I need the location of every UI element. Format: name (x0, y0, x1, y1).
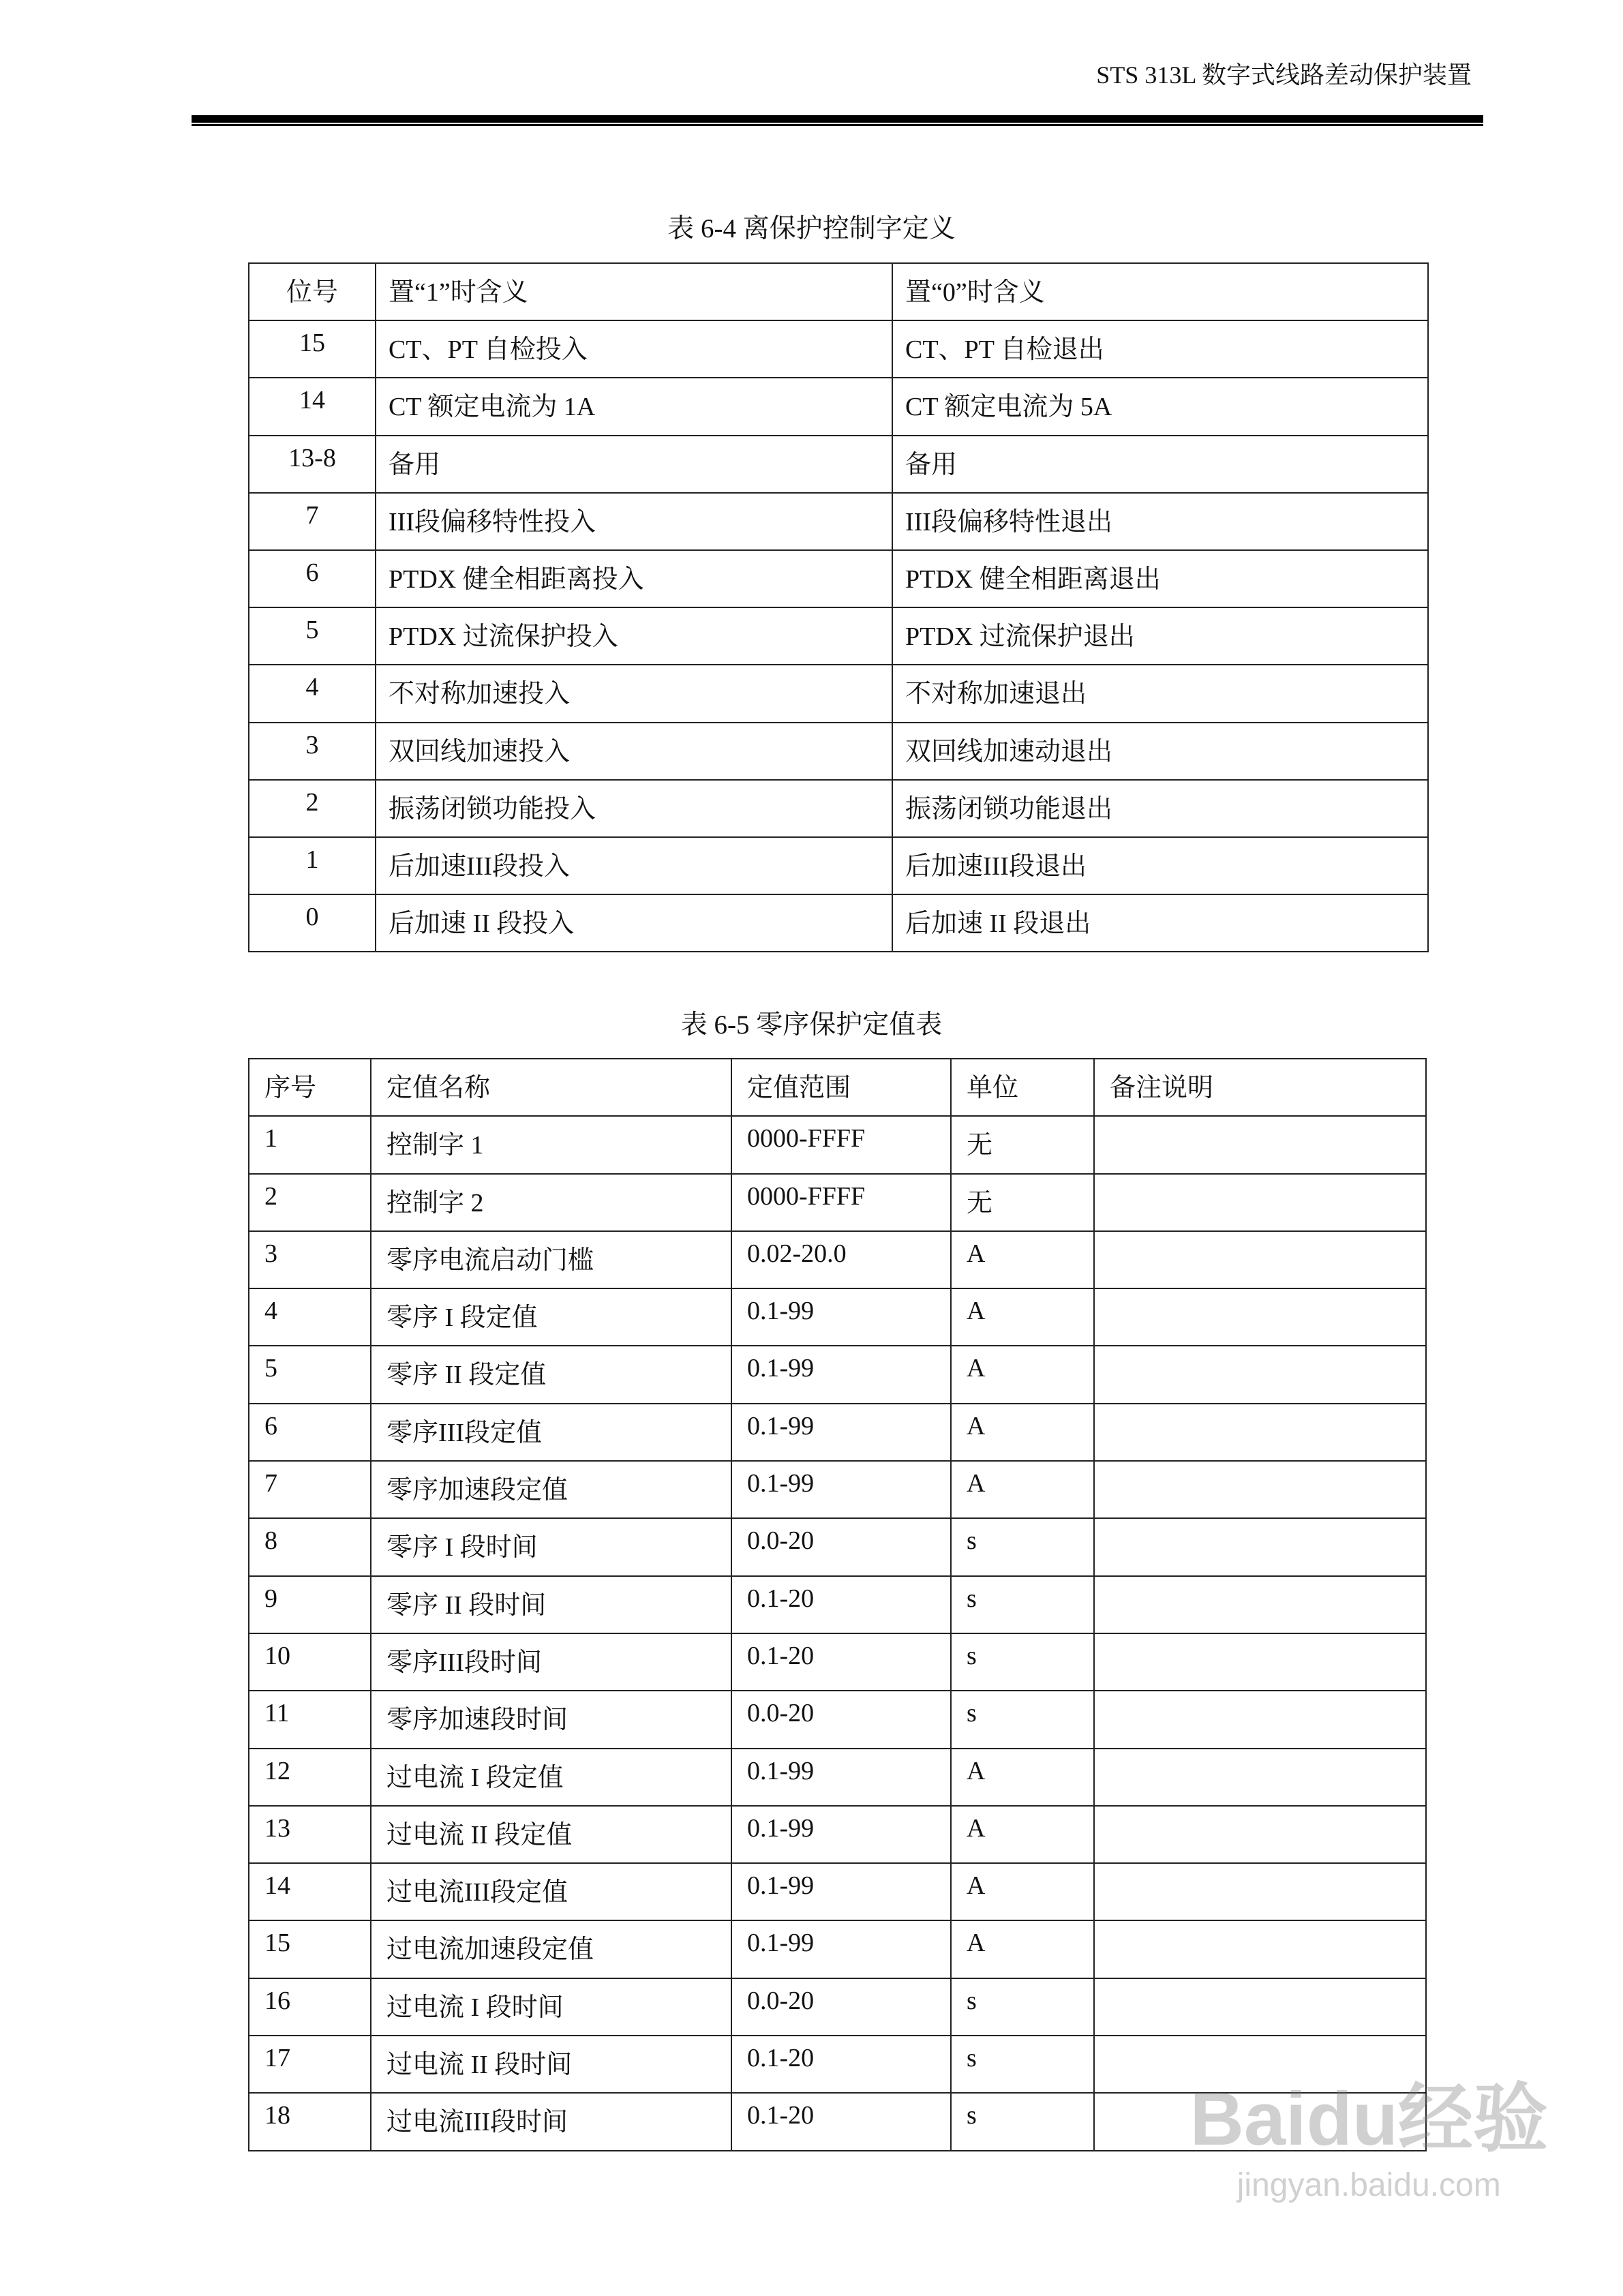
table-row (249, 1461, 1426, 1518)
table-row-cell (1094, 1518, 1426, 1575)
table-row-cell: 1 (249, 837, 376, 894)
table-row (249, 1691, 1426, 1748)
table-row-cell: 2 (249, 1174, 371, 1231)
table-row-cell: A (951, 1404, 1094, 1461)
table-row-cell: 2 (249, 780, 376, 837)
table-row-cell: s (951, 1633, 1094, 1691)
table-row-cell: 7 (249, 493, 376, 550)
table-row-cell: 过电流加速段定值 (371, 1920, 731, 1978)
table-row-cell: 双回线加速投入 (376, 723, 892, 780)
table-row-cell: A (951, 1749, 1094, 1806)
table-row-cell: 11 (249, 1691, 371, 1748)
table-row-cell: 零序 I 段时间 (371, 1518, 731, 1575)
table-row-cell: 0.1-99 (731, 1288, 951, 1346)
table-row-cell (1094, 1749, 1426, 1806)
table-row-cell: 18 (249, 2093, 371, 2150)
table-row-cell: 零序电流启动门槛 (371, 1231, 731, 1288)
table-row-cell: 0.1-20 (731, 1633, 951, 1691)
table-row-cell (1094, 1806, 1426, 1863)
table-header-row (249, 1059, 1426, 1116)
table-header-row-cell: 定值范围 (731, 1059, 951, 1116)
table-row-cell: 0.1-99 (731, 1461, 951, 1518)
table-row-cell: 8 (249, 1518, 371, 1575)
table-row-cell (1094, 1978, 1426, 2036)
header-rule-thin (192, 124, 1483, 126)
table-row-cell: A (951, 1863, 1094, 1920)
table-row-cell: 后加速III段退出 (892, 837, 1428, 894)
table-header-row-cell: 置“1”时含义 (376, 263, 892, 320)
table-row (249, 1920, 1426, 1978)
table-row-cell: 6 (249, 1404, 371, 1461)
table-row (249, 1806, 1426, 1863)
table-row-cell: 0.0-20 (731, 1518, 951, 1575)
table-row-cell: 0.0-20 (731, 1691, 951, 1748)
table-row-cell: 3 (249, 723, 376, 780)
table-row-cell (1094, 1576, 1426, 1633)
table-row-cell: 过电流III段定值 (371, 1863, 731, 1920)
table-row-cell: 备用 (892, 436, 1428, 493)
table-row-cell: 0.1-99 (731, 1404, 951, 1461)
table-row-cell: 10 (249, 1633, 371, 1691)
watermark-brand: Baidu经验 (1189, 2077, 1548, 2161)
table-row-cell: 15 (249, 1920, 371, 1978)
table-row-cell: 0.1-99 (731, 1346, 951, 1403)
table-row (249, 550, 1428, 607)
table-row-cell: 17 (249, 2036, 371, 2093)
table-row-cell: A (951, 1920, 1094, 1978)
table-row-cell: CT 额定电流为 5A (892, 378, 1428, 435)
table-row (249, 378, 1428, 435)
table-row-cell (1094, 1691, 1426, 1748)
table-row-cell: 后加速 II 段退出 (892, 894, 1428, 952)
table-row-cell: 0000-FFFF (731, 1174, 951, 1231)
table-header-row-cell: 位号 (249, 263, 376, 320)
table-row (249, 1174, 1426, 1231)
table-row-cell: 14 (249, 378, 376, 435)
table-row-cell: PTDX 过流保护退出 (892, 607, 1428, 665)
table-row-cell: PTDX 过流保护投入 (376, 607, 892, 665)
table-row-cell: s (951, 1518, 1094, 1575)
table-row-cell: 1 (249, 1116, 371, 1173)
table-row-cell: s (951, 1576, 1094, 1633)
table-row-cell: 不对称加速退出 (892, 665, 1428, 722)
table-row-cell: 16 (249, 1978, 371, 2036)
table-row-cell: 零序III段定值 (371, 1404, 731, 1461)
table-row-cell: 零序加速段定值 (371, 1461, 731, 1518)
table-row-cell: PTDX 健全相距离退出 (892, 550, 1428, 607)
table-row-cell (1094, 1116, 1426, 1173)
table-row (249, 436, 1428, 493)
watermark-url: jingyan.baidu.com (1237, 2167, 1501, 2203)
table-row-cell: s (951, 1691, 1094, 1748)
table-row-cell: 14 (249, 1863, 371, 1920)
table-header-row-cell: 置“0”时含义 (892, 263, 1428, 320)
table-row-cell: 3 (249, 1231, 371, 1288)
table-row-cell (1094, 1346, 1426, 1403)
table-row-cell: 15 (249, 320, 376, 378)
table-row-cell: A (951, 1231, 1094, 1288)
table-row-cell: 5 (249, 607, 376, 665)
table-row-cell: CT 额定电流为 1A (376, 378, 892, 435)
table-header-row (249, 263, 1428, 320)
table-row-cell: A (951, 1346, 1094, 1403)
table-row (249, 1404, 1426, 1461)
control-word-table (248, 262, 1429, 952)
table-row-cell: 控制字 2 (371, 1174, 731, 1231)
table-row (249, 1346, 1426, 1403)
table-row-cell: 6 (249, 550, 376, 607)
table-header-row-cell: 定值名称 (371, 1059, 731, 1116)
header-rule-thick (192, 115, 1483, 123)
table-row-cell: 0.1-20 (731, 2093, 951, 2150)
table-row-cell: A (951, 1461, 1094, 1518)
table-row (249, 1633, 1426, 1691)
table-row-cell: 振荡闭锁功能退出 (892, 780, 1428, 837)
table-row-cell: 后加速 II 段投入 (376, 894, 892, 952)
table-row-cell: 0 (249, 894, 376, 952)
table-row (249, 1978, 1426, 2036)
table-row-cell (1094, 1920, 1426, 1978)
baidu-watermark (1189, 2059, 1548, 2204)
table-row-cell: 过电流 II 段定值 (371, 1806, 731, 1863)
table-row-cell: 9 (249, 1576, 371, 1633)
table-row (249, 607, 1428, 665)
table-row-cell: 零序 I 段定值 (371, 1288, 731, 1346)
table-row (249, 1116, 1426, 1173)
table-row-cell: 5 (249, 1346, 371, 1403)
table-row-cell: 零序 II 段时间 (371, 1576, 731, 1633)
table-row-cell: 0.1-20 (731, 2036, 951, 2093)
table-row-cell: 双回线加速动退出 (892, 723, 1428, 780)
table-row-cell: s (951, 1978, 1094, 2036)
table-row-cell: 4 (249, 665, 376, 722)
table-row-cell: 零序 II 段定值 (371, 1346, 731, 1403)
table-row-cell: 振荡闭锁功能投入 (376, 780, 892, 837)
table-row-cell: 过电流III段时间 (371, 2093, 731, 2150)
table-6-4-caption: 表 6-4 离保护控制字定义 (667, 214, 956, 243)
table-row-cell: 0000-FFFF (731, 1116, 951, 1173)
table-row (249, 1518, 1426, 1575)
table-row-cell: 控制字 1 (371, 1116, 731, 1173)
table-row-cell: A (951, 1806, 1094, 1863)
table-row-cell: 7 (249, 1461, 371, 1518)
table-row-cell: 过电流 II 段时间 (371, 2036, 731, 2093)
table-row-cell (1094, 1174, 1426, 1231)
table-row-cell: 无 (951, 1116, 1094, 1173)
table-row-cell: 备用 (376, 436, 892, 493)
table-header-row-cell: 单位 (951, 1059, 1094, 1116)
table-row-cell: 过电流 I 段时间 (371, 1978, 731, 2036)
table-row-cell (1094, 1404, 1426, 1461)
table-row-cell: III段偏移特性投入 (376, 493, 892, 550)
table-row-cell: 0.1-99 (731, 1920, 951, 1978)
table-row (249, 320, 1428, 378)
table-row-cell (1094, 1288, 1426, 1346)
table-row (249, 837, 1428, 894)
table-row (249, 1863, 1426, 1920)
table-row-cell: 13-8 (249, 436, 376, 493)
table-row-cell: 12 (249, 1749, 371, 1806)
table-row-cell: 不对称加速投入 (376, 665, 892, 722)
table-row-cell (1094, 1863, 1426, 1920)
table-row-cell: 0.1-99 (731, 1749, 951, 1806)
table-row-cell: 0.1-99 (731, 1863, 951, 1920)
table-row-cell: III段偏移特性退出 (892, 493, 1428, 550)
table-row-cell: 过电流 I 段定值 (371, 1749, 731, 1806)
table-row-cell: 13 (249, 1806, 371, 1863)
table-row-cell: 0.02-20.0 (731, 1231, 951, 1288)
table-row-cell: CT、PT 自检退出 (892, 320, 1428, 378)
table-row-cell (1094, 1633, 1426, 1691)
table-header-row-cell: 备注说明 (1094, 1059, 1426, 1116)
table-row-cell: 零序加速段时间 (371, 1691, 731, 1748)
table-row (249, 1749, 1426, 1806)
table-6-5-caption: 表 6-5 零序保护定值表 (680, 1010, 943, 1040)
zero-sequence-settings-table (248, 1058, 1427, 2151)
table-row-cell: PTDX 健全相距离投入 (376, 550, 892, 607)
table-row (249, 780, 1428, 837)
table-row-cell (1094, 1231, 1426, 1288)
table-row (249, 1288, 1426, 1346)
table-row-cell: 无 (951, 1174, 1094, 1231)
table-row (249, 1231, 1426, 1288)
table-row-cell: A (951, 1288, 1094, 1346)
table-row (249, 894, 1428, 952)
table-row-cell: 0.0-20 (731, 1978, 951, 2036)
table-row-cell: 后加速III段投入 (376, 837, 892, 894)
table-row-cell: 0.1-99 (731, 1806, 951, 1863)
table-row (249, 493, 1428, 550)
table-row-cell: 零序III段时间 (371, 1633, 731, 1691)
table-row-cell: CT、PT 自检投入 (376, 320, 892, 378)
table-row-cell: s (951, 2036, 1094, 2093)
table-row-cell (1094, 1461, 1426, 1518)
table-row (249, 723, 1428, 780)
table-row-cell: 4 (249, 1288, 371, 1346)
table-row-cell: s (951, 2093, 1094, 2150)
table-header-row-cell: 序号 (249, 1059, 371, 1116)
table-row (249, 1576, 1426, 1633)
table-row-cell: 0.1-20 (731, 1576, 951, 1633)
running-header: STS 313L 数字式线路差动保护装置 (1096, 61, 1472, 89)
table-row (249, 665, 1428, 722)
